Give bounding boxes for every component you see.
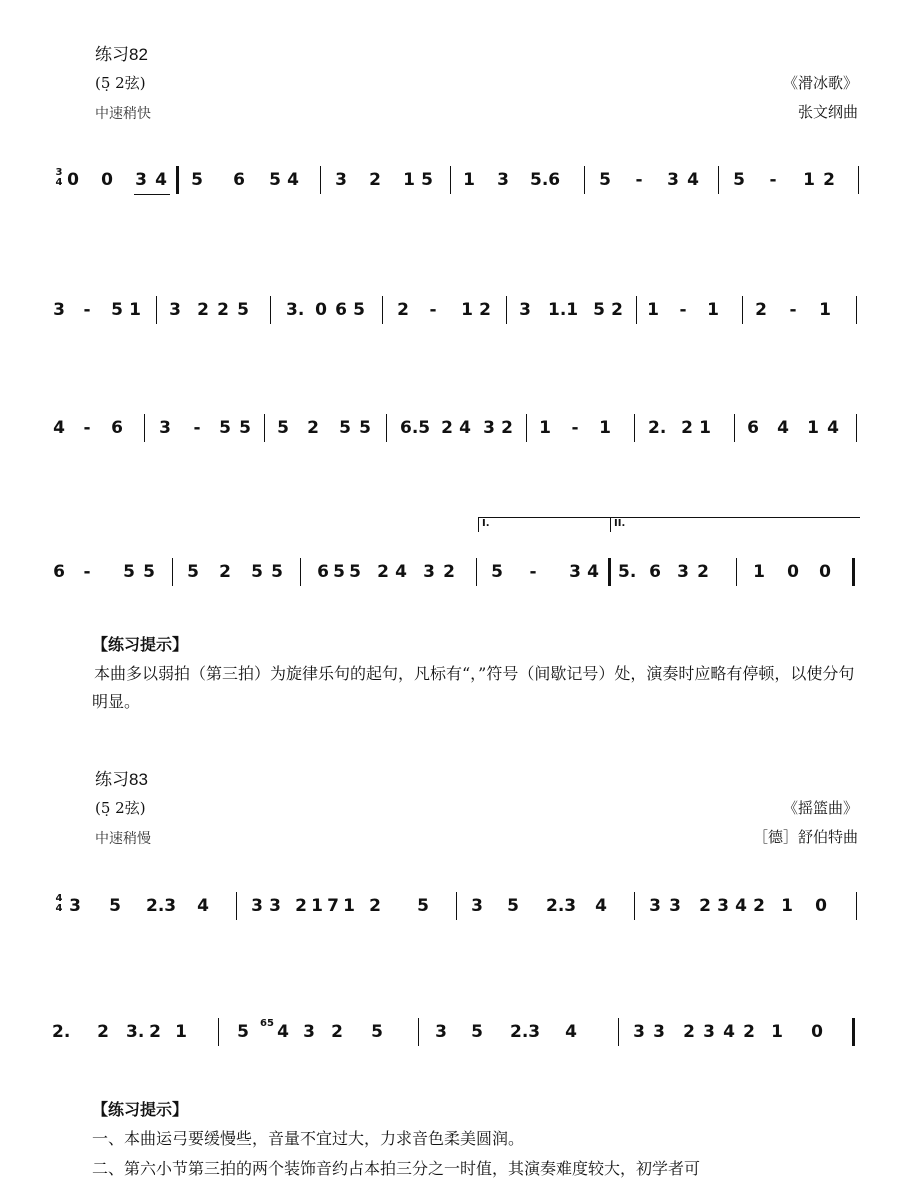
exercise-83-strings: (5̣ 2弦) <box>95 799 146 817</box>
note: 2 <box>699 896 711 916</box>
note: 2 <box>149 1022 161 1042</box>
note: - <box>529 562 537 582</box>
ex82-staff-line-1 <box>50 152 865 212</box>
hint-83-heading: 【练习提示】 <box>92 1102 189 1119</box>
note: 4 <box>827 418 839 438</box>
final-bar <box>852 1018 855 1046</box>
barline <box>856 414 857 442</box>
note: - <box>83 300 91 320</box>
barline <box>526 414 527 442</box>
note: 2 <box>611 300 623 320</box>
exercise-82-title: 练习82 <box>95 45 148 64</box>
note: 1.1 <box>548 300 579 320</box>
note: 6.5 <box>400 418 431 438</box>
note: - <box>679 300 687 320</box>
ex82-staff-line-3 <box>50 400 865 460</box>
note: 2 <box>219 562 231 582</box>
note: 2 <box>377 562 389 582</box>
note: 4 <box>687 170 699 190</box>
exercise-83-piece-title: 《摇篮曲》 <box>782 799 858 817</box>
barline <box>300 558 301 586</box>
repeat-bar <box>176 166 179 194</box>
note: 5 <box>353 300 365 320</box>
note: - <box>429 300 437 320</box>
note: 5 <box>593 300 605 320</box>
note: 5 <box>219 418 231 438</box>
note: 1 <box>819 300 831 320</box>
note: 2 <box>369 170 381 190</box>
note: 3 <box>53 300 65 320</box>
note: 0 <box>787 562 799 582</box>
note: 3 <box>649 896 661 916</box>
note: 5. <box>618 562 637 582</box>
barline <box>218 1018 219 1046</box>
volta-2: II. <box>610 517 860 532</box>
note: 5 <box>371 1022 383 1042</box>
note: 1 <box>343 896 355 916</box>
note: 3 <box>435 1022 447 1042</box>
exercise-83-title: 练习83 <box>95 770 148 789</box>
note: 3 <box>497 170 509 190</box>
barline <box>858 166 859 194</box>
volta-1: I. <box>478 517 610 532</box>
repeat-end-bar <box>608 558 611 586</box>
note: 1 <box>175 1022 187 1042</box>
barline <box>736 558 737 586</box>
hint-82-heading: 【练习提示】 <box>92 637 189 654</box>
note: 5 <box>417 896 429 916</box>
note: 0 <box>101 170 113 190</box>
note: 4 <box>735 896 747 916</box>
note: 3 <box>269 896 281 916</box>
barline <box>264 414 265 442</box>
note: 4 <box>723 1022 735 1042</box>
note: 3 <box>335 170 347 190</box>
note: 1 <box>463 170 475 190</box>
barline <box>584 166 585 194</box>
note: 2 <box>441 418 453 438</box>
note: 1 <box>461 300 473 320</box>
note: 1 <box>699 418 711 438</box>
note: 0 <box>819 562 831 582</box>
note: 6 <box>111 418 123 438</box>
note: 2 <box>197 300 209 320</box>
note: 3. <box>126 1022 145 1042</box>
note: 3 <box>633 1022 645 1042</box>
barline <box>172 558 173 586</box>
note: 5 <box>239 418 251 438</box>
note: 4 <box>459 418 471 438</box>
barline <box>476 558 477 586</box>
note: 2 <box>697 562 709 582</box>
note: 3 <box>669 896 681 916</box>
barline <box>450 166 451 194</box>
note: 1 <box>403 170 415 190</box>
note: 5 <box>123 562 135 582</box>
note: 3 <box>703 1022 715 1042</box>
note: 3 <box>471 896 483 916</box>
note: 0 <box>315 300 327 320</box>
note: 1 <box>753 562 765 582</box>
note: 1 <box>807 418 819 438</box>
beam <box>134 194 170 195</box>
barline <box>144 414 145 442</box>
barline <box>236 892 237 920</box>
note: 4 <box>777 418 789 438</box>
note: 3 <box>303 1022 315 1042</box>
note: 1 <box>599 418 611 438</box>
note: - <box>193 418 201 438</box>
note: 1 <box>771 1022 783 1042</box>
exercise-83-composer: ［德］舒伯特曲 <box>752 828 858 846</box>
barline <box>856 892 857 920</box>
note: 2 <box>397 300 409 320</box>
note: 2. <box>648 418 667 438</box>
note: 2 <box>97 1022 109 1042</box>
note: 5 <box>277 418 289 438</box>
note: - <box>789 300 797 320</box>
note: 3 <box>135 170 147 190</box>
note: 5 <box>359 418 371 438</box>
note: 3 <box>423 562 435 582</box>
note: 2 <box>683 1022 695 1042</box>
note: 5 <box>109 896 121 916</box>
note: 3 <box>483 418 495 438</box>
exercise-82-composer: 张文纲曲 <box>797 103 858 121</box>
barline <box>618 1018 619 1046</box>
note: 2.3 <box>546 896 577 916</box>
note: 1 <box>647 300 659 320</box>
note: 2 <box>369 896 381 916</box>
barline <box>856 296 857 324</box>
ex83-staff-line-1 <box>50 878 865 938</box>
note: 2 <box>443 562 455 582</box>
note: 6 <box>53 562 65 582</box>
note: 4 <box>595 896 607 916</box>
note: 5 <box>491 562 503 582</box>
note: 3 <box>569 562 581 582</box>
note: 2 <box>479 300 491 320</box>
note: 3 <box>159 418 171 438</box>
note: 4 <box>565 1022 577 1042</box>
note: 4 <box>587 562 599 582</box>
note: - <box>769 170 777 190</box>
note: 2.3 <box>510 1022 541 1042</box>
note: 2 <box>217 300 229 320</box>
note: 0 <box>67 170 79 190</box>
note: 5 <box>191 170 203 190</box>
note: 5 <box>237 1022 249 1042</box>
final-bar <box>852 558 855 586</box>
note: 2 <box>307 418 319 438</box>
note: 3 <box>251 896 263 916</box>
note: 1 <box>311 896 323 916</box>
barline <box>734 414 735 442</box>
note: 5 <box>421 170 433 190</box>
note: 1 <box>781 896 793 916</box>
note: 6 <box>335 300 347 320</box>
note: 5.6 <box>530 170 561 190</box>
barline <box>456 892 457 920</box>
note: 3 <box>169 300 181 320</box>
barline <box>382 296 383 324</box>
note: 3. <box>286 300 305 320</box>
note: 6 <box>317 562 329 582</box>
note: 5 <box>349 562 361 582</box>
note: 2 <box>755 300 767 320</box>
time-signature: 3 4 <box>55 167 63 188</box>
note: 3 <box>667 170 679 190</box>
note: 4 <box>287 170 299 190</box>
exercise-82-tempo: 中速稍快 <box>95 106 151 122</box>
note: 0 <box>811 1022 823 1042</box>
note: 0 <box>815 896 827 916</box>
note: 5 <box>471 1022 483 1042</box>
note: 5 <box>507 896 519 916</box>
note: 3 <box>677 562 689 582</box>
note: 1 <box>129 300 141 320</box>
note: 5 <box>251 562 263 582</box>
time-signature: 4 4 <box>55 893 63 914</box>
note: 2 <box>295 896 307 916</box>
note: 2 <box>743 1022 755 1042</box>
note: 4 <box>53 418 65 438</box>
note: 3 <box>717 896 729 916</box>
note: 5 <box>339 418 351 438</box>
exercise-82-strings: (5̣ 2弦) <box>95 74 146 92</box>
note: 1 <box>707 300 719 320</box>
note: 6 <box>649 562 661 582</box>
barline <box>634 892 635 920</box>
note: 1 <box>539 418 551 438</box>
note: 5 <box>733 170 745 190</box>
note: 3 <box>519 300 531 320</box>
exercise-83-tempo: 中速稍慢 <box>95 831 151 847</box>
note: 1 <box>803 170 815 190</box>
note: 4 <box>277 1022 289 1042</box>
note: 5 <box>271 562 283 582</box>
barline <box>418 1018 419 1046</box>
ex82-staff-line-4 <box>50 544 865 604</box>
note: 4 <box>197 896 209 916</box>
barline <box>270 296 271 324</box>
barline <box>634 414 635 442</box>
note: 5 <box>237 300 249 320</box>
ex83-staff-line-2 <box>50 1004 865 1064</box>
note: 2 <box>823 170 835 190</box>
note: 5 <box>269 170 281 190</box>
note: 4 <box>395 562 407 582</box>
barline <box>156 296 157 324</box>
note: 2. <box>52 1022 71 1042</box>
exercise-82-piece-title: 《滑冰歌》 <box>782 74 858 92</box>
note: 4 <box>155 170 167 190</box>
note: 2 <box>331 1022 343 1042</box>
note: 2.3 <box>146 896 177 916</box>
hint-83-item-2: 二、第六小节第三拍的两个装饰音约占本拍三分之一时值，其演奏难度较大，初学者可 <box>92 1159 701 1178</box>
note: 3 <box>653 1022 665 1042</box>
note: 5 <box>599 170 611 190</box>
note: 6 <box>233 170 245 190</box>
hint-83-item-1: 一、本曲运弓要缓慢些，音量不宜过大，力求音色柔美圆润。 <box>92 1129 525 1148</box>
note: - <box>83 562 91 582</box>
note: 3 <box>69 896 81 916</box>
note: 2 <box>753 896 765 916</box>
note: 2 <box>501 418 513 438</box>
note: 5 <box>111 300 123 320</box>
grace-note: 65 <box>260 1018 274 1029</box>
note: 6 <box>747 418 759 438</box>
note: - <box>83 418 91 438</box>
barline <box>718 166 719 194</box>
barline <box>386 414 387 442</box>
ex82-staff-line-2 <box>50 282 865 342</box>
barline <box>742 296 743 324</box>
note: 5 <box>187 562 199 582</box>
hint-82-body: 本曲多以弱拍（第三拍）为旋律乐句的起句，凡标有“，”符号（间歇记号）处，演奏时应略有停顿，以使分句明显。 <box>92 664 855 711</box>
note: 2 <box>681 418 693 438</box>
note: - <box>635 170 643 190</box>
note: 7 <box>327 896 339 916</box>
note: 5 <box>143 562 155 582</box>
note: - <box>571 418 579 438</box>
barline <box>320 166 321 194</box>
note: 5 <box>333 562 345 582</box>
barline <box>636 296 637 324</box>
barline <box>506 296 507 324</box>
